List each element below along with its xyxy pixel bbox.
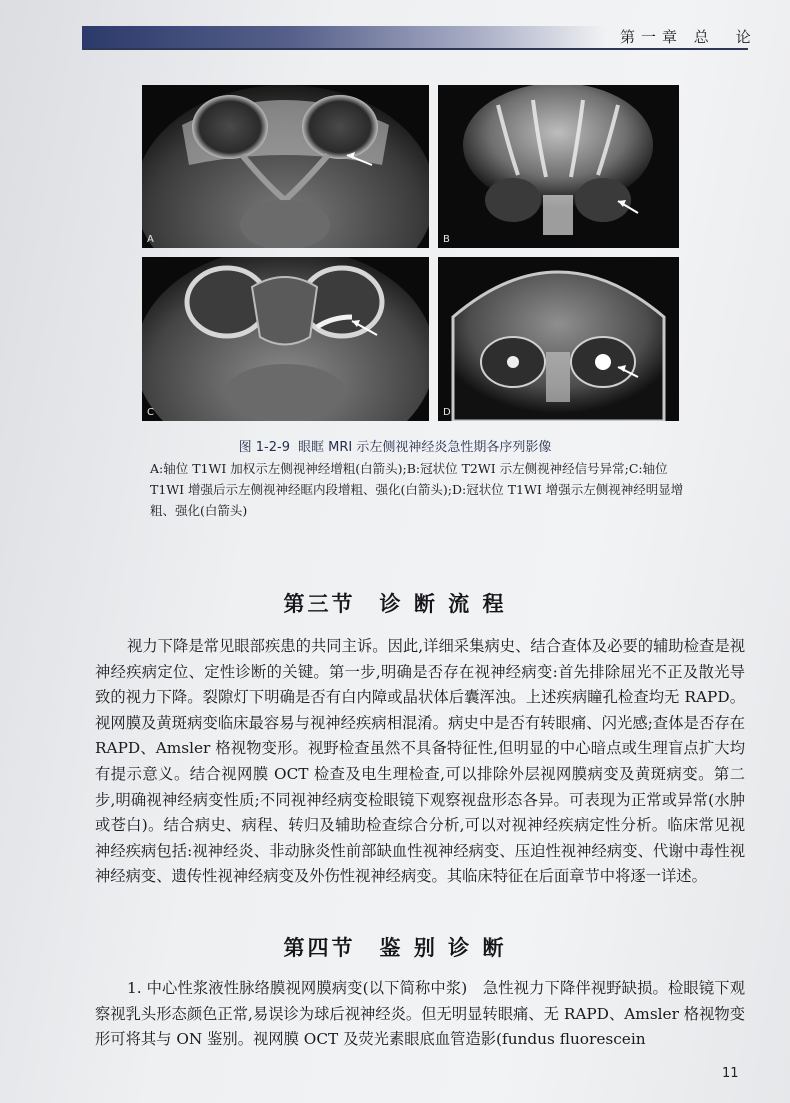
section-heading-diagnosis-process: 第三节 诊 断 流 程 <box>283 591 507 616</box>
figure-number: 图 1-2-9 <box>238 440 290 455</box>
panel-label-c: C <box>147 407 154 418</box>
panel-label-b: B <box>443 234 450 245</box>
mri-panel-d <box>438 257 679 421</box>
panel-label-a: A <box>147 234 154 245</box>
panel-label-d: D <box>443 407 451 418</box>
figure-caption: A:轴位 T1WI 加权示左侧视神经增粗(白箭头);B:冠状位 T2WI 示左侧视神经信号异常;C:轴位 T1WI 增强后示左侧视神经眶内段增粗、强化(白箭头);D:冠状位 T1WI 增强示左侧视神经明显增粗、强化(白箭头) <box>150 461 684 518</box>
mri-panel-c <box>142 257 429 421</box>
figure-title-text: 眼眶 MRI 示左侧视神经炎急性期各序列影像 <box>297 440 552 455</box>
mri-panel-b <box>438 85 679 248</box>
mri-figure <box>142 85 679 421</box>
chapter-title: 第一章 总 论 <box>620 28 757 46</box>
running-header-bar <box>82 26 607 48</box>
mri-axial-t1-enhanced-image <box>142 257 429 421</box>
mri-coronal-t1-enhanced-image <box>438 257 679 421</box>
header-rule <box>82 48 748 50</box>
mri-axial-t1-image <box>142 85 429 248</box>
page-number: 11 <box>722 1066 739 1081</box>
mri-panel-a <box>142 85 429 248</box>
figure-title <box>0 436 790 455</box>
section-heading-differential-diagnosis: 第四节 鉴 别 诊 断 <box>283 935 507 960</box>
section4-paragraph: 1. 中心性浆液性脉络膜视网膜病变(以下简称中浆) 急性视力下降伴视野缺损。检眼镜下观察视乳头形态颜色正常,易误诊为球后视神经炎。但无明显转眼痛、无 RAPD、Amsler 格视物变形可将其与 ON 鉴别。视网膜 OCT 及荧光素眼底血管造影(fundus fluorescein <box>95 979 745 1049</box>
mri-coronal-t2-image <box>438 85 679 248</box>
section3-paragraph: 视力下降是常见眼部疾患的共同主诉。因此,详细采集病史、结合查体及必要的辅助检查是视神经疾病定位、定性诊断的关键。第一步,明确是否存在视神经病变:首先排除屈光不正及散光导致的视力下降。裂隙灯下明确是否有白内障或晶状体后囊浑浊。上述疾病瞳孔检查均无 RAPD。视网膜及黄斑病变临床最容易与视神经疾病相混淆。病史中是否有转眼痛、闪光感;查体是否存在 RAPD、Amsler 格视物变形。视野检查虽然不具备特征性,但明显的中心暗点或生理盲点扩大均有提示意义。结合视网膜 OCT 检查及电生理检查,可以排除外层视网膜病变及黄斑病变。第二步,明确视神经病变性质;不同视神经病变检眼镜下观察视盘形态各异。可表现为正常或异常(水肿或苍白)。结合病史、病程、转归及辅助检查综合分析,可以对视神经疾病定性分析。临床常见视神经疾病包括:视神经炎、非动脉炎性前部缺血性视神经病变、压迫性视神经病变、代谢中毒性视神经病变、遗传性视神经病变及外伤性视神经病变。其临床特征在后面章节中将逐一详述。 <box>95 637 745 886</box>
